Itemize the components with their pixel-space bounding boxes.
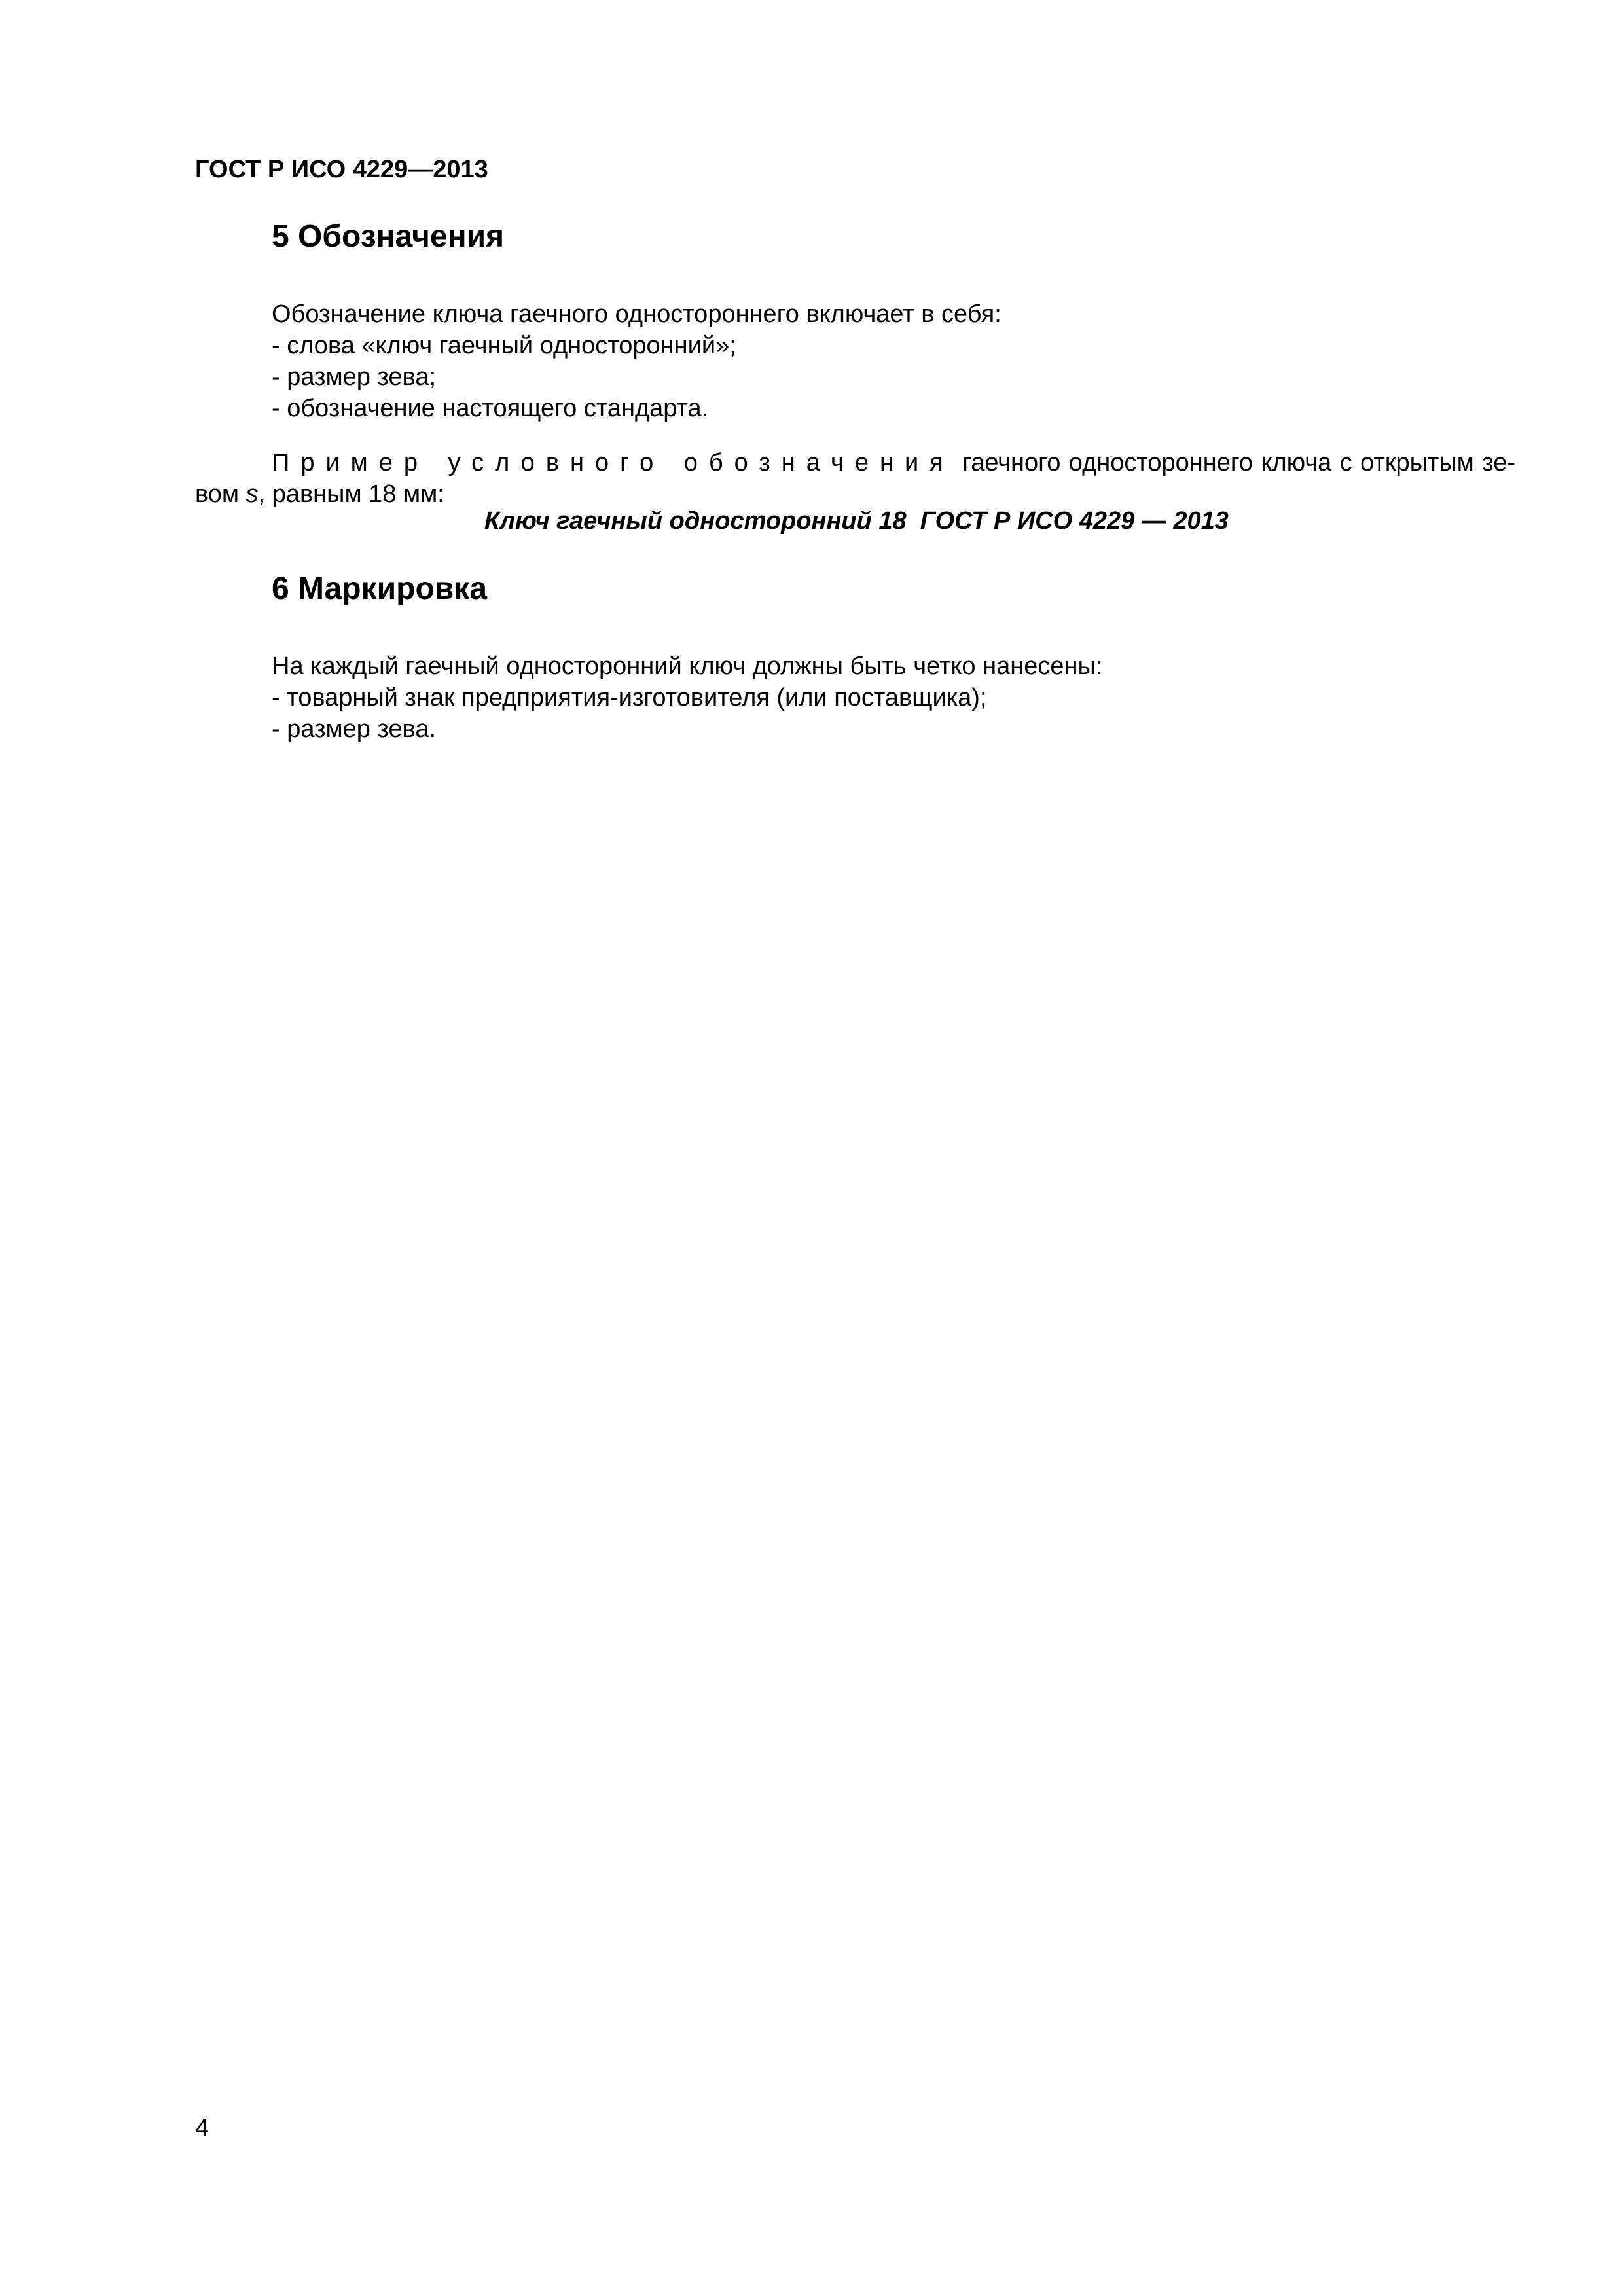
- list-item: - обозначение настоящего стандарта.: [272, 395, 709, 422]
- section-title: 6 Маркировка: [272, 571, 488, 606]
- page-number: 4: [195, 2115, 209, 2142]
- document-header: ГОСТ Р ИСО 4229—2013: [195, 156, 488, 183]
- section-intro: На каждый гаечный односторонний ключ должны быть четко нанесены:: [272, 653, 1103, 680]
- example-line-1: [195, 447, 1515, 478]
- example-label: Пример условного обозначения: [272, 449, 954, 476]
- variable-s: s: [245, 480, 259, 508]
- example-text-end: , равным 18 мм:: [258, 480, 444, 508]
- list-item: - размер зева.: [272, 715, 437, 743]
- section-marking: [272, 569, 1515, 745]
- example-text: гаечного одностороннего ключа с открытым зе-: [962, 449, 1515, 476]
- list-item: - товарный знак предприятия-изготовителя (или поставщика);: [272, 684, 987, 711]
- example-paragraph: [195, 447, 1515, 510]
- section-title: 5 Обозначения: [272, 219, 505, 254]
- list-item: - слова «ключ гаечный односторонний»;: [272, 332, 736, 359]
- list-item: - размер зева;: [272, 363, 437, 391]
- section-designations: [272, 217, 1515, 424]
- example-designation: Ключ гаечный односторонний 18 ГОСТ Р ИСО 4229 — 2013: [484, 507, 1229, 535]
- section-intro: Обозначение ключа гаечного одностороннего включает в себя:: [272, 300, 1001, 328]
- example-text-continued: вом: [195, 480, 246, 508]
